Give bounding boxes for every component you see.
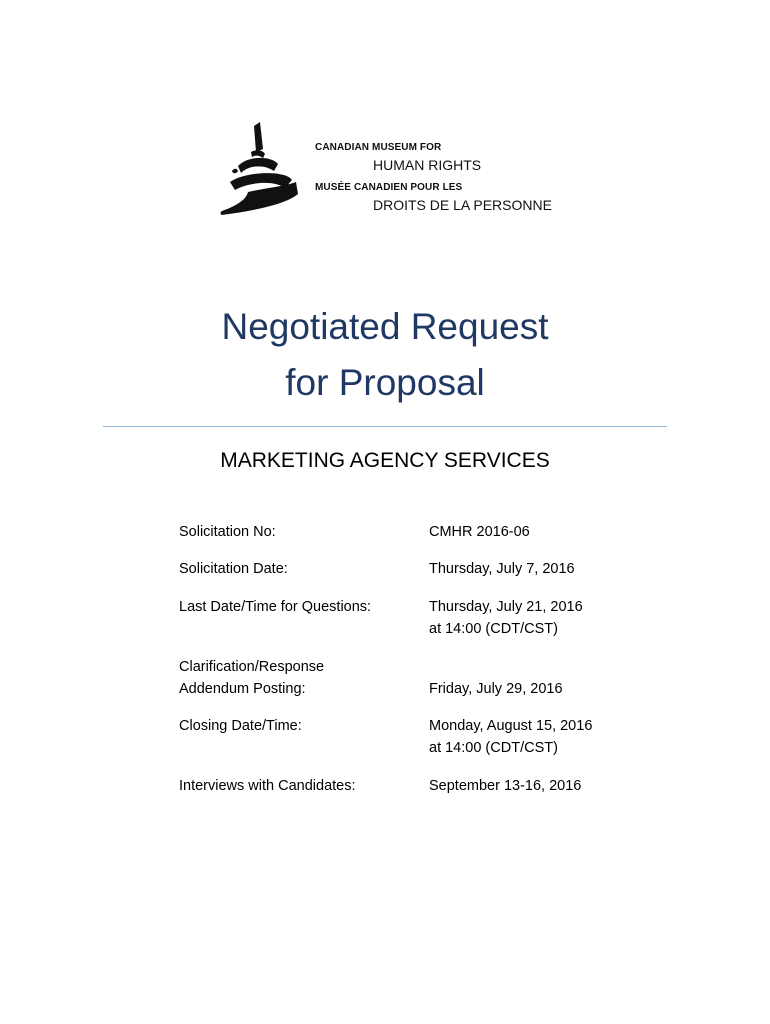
detail-label-line: Interviews with Candidates: xyxy=(179,778,356,794)
detail-value-line: at 14:00 (CDT/CST) xyxy=(429,740,558,756)
detail-value xyxy=(429,596,583,640)
detail-value xyxy=(429,715,592,759)
detail-value xyxy=(429,521,530,543)
detail-value xyxy=(429,678,563,700)
logo-text-line-1: CANADIAN MUSEUM FOR xyxy=(315,142,442,153)
detail-label xyxy=(179,558,288,580)
title-line-1: Negotiated Request xyxy=(221,306,549,347)
detail-label xyxy=(179,656,324,700)
detail-label xyxy=(179,715,302,737)
detail-label-line: Last Date/Time for Questions: xyxy=(179,599,372,615)
detail-value-line: CMHR 2016-06 xyxy=(429,524,530,540)
detail-value-line: Thursday, July 7, 2016 xyxy=(429,561,575,577)
detail-value-line: Thursday, July 21, 2016 xyxy=(429,599,583,615)
detail-label-line: Clarification/Response xyxy=(179,659,325,675)
detail-value-line: at 14:00 (CDT/CST) xyxy=(429,621,558,637)
detail-label-line: Addendum Posting: xyxy=(179,681,306,697)
logo-text-line-3: MUSÉE CANADIEN POUR LES xyxy=(315,182,463,193)
document-title xyxy=(0,299,770,411)
museum-logo-icon xyxy=(218,122,300,218)
detail-value-line: Friday, July 29, 2016 xyxy=(429,681,563,697)
detail-label xyxy=(179,775,356,797)
detail-value-line: Monday, August 15, 2016 xyxy=(429,718,593,734)
title-divider xyxy=(103,426,667,427)
document-subtitle: MARKETING AGENCY SERVICES xyxy=(220,449,550,472)
logo-text-line-2: HUMAN RIGHTS xyxy=(373,157,482,173)
detail-label-line: Solicitation Date: xyxy=(179,561,288,577)
logo-text-line-4: DROITS DE LA PERSONNE xyxy=(373,197,552,213)
title-line-2: for Proposal xyxy=(285,362,485,403)
detail-label xyxy=(179,521,276,543)
detail-value-line: September 13-16, 2016 xyxy=(429,778,582,794)
detail-label xyxy=(179,596,371,618)
detail-label-line: Solicitation No: xyxy=(179,524,276,540)
detail-label-line: Closing Date/Time: xyxy=(179,718,302,734)
detail-value xyxy=(429,558,575,580)
detail-value xyxy=(429,775,581,797)
